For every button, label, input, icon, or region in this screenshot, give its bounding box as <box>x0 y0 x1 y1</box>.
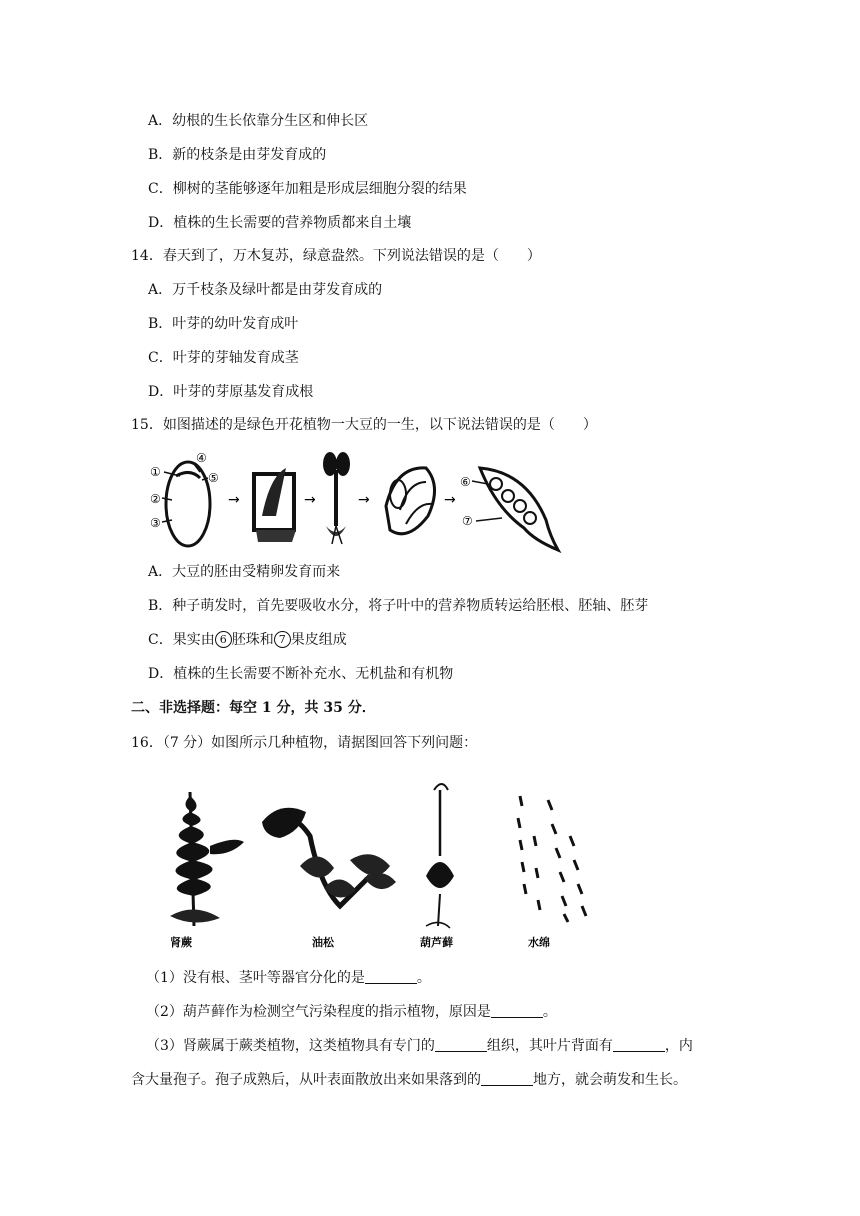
q16-sub2: （2）葫芦藓作为检测空气污染程度的指示植物，原因是 。 <box>146 1004 557 1020</box>
pod-drawing <box>460 468 558 550</box>
q14-option-c: C．叶芽的芽轴发育成茎 <box>148 350 299 366</box>
plant-label-fern: 肾蕨 <box>170 936 192 949</box>
q15-option-c: C．果实由 6 胚珠和 7 果皮组成 <box>148 632 347 648</box>
answer-blank-5 <box>481 1071 533 1086</box>
answer-blank-1 <box>365 969 417 984</box>
q14-option-d: D．叶芽的芽原基发育成根 <box>148 384 314 400</box>
germination-drawing <box>254 468 296 542</box>
q15-option-a: A．大豆的胚由受精卵发育而来 <box>148 564 341 580</box>
q16-sub3: （3）肾蕨属于蕨类植物，这类植物具有专门的 组织，其叶片背面有 ，内 <box>146 1038 693 1054</box>
q15-stem: 15．如图描述的是绿色开花植物一大豆的一生，以下说法错误的是（ ） <box>131 417 597 433</box>
circled-number-6: 6 <box>215 631 232 648</box>
section-2-heading: 二、非选择题：每空 1 分，共 35 分． <box>131 700 376 716</box>
flower-drawing <box>386 468 435 534</box>
fern-drawing <box>170 792 244 949</box>
svg-text:→: → <box>304 492 316 508</box>
svg-text:→: → <box>228 492 240 508</box>
svg-text:→: → <box>358 492 370 508</box>
q16-sub1: （1）没有根、茎叶等器官分化的是 。 <box>146 970 431 986</box>
figure-label-3: ③ <box>150 516 161 530</box>
q15-option-d: D．植株的生长需要不断补充水、无机盐和有机物 <box>148 666 454 682</box>
q13-option-d: D．植株的生长需要的营养物质都来自土壤 <box>148 215 412 231</box>
q14-option-a: A．万千枝条及绿叶都是由芽发育成的 <box>148 282 383 298</box>
figure-label-1: ① <box>150 465 161 479</box>
answer-blank-3 <box>435 1037 487 1052</box>
q13-option-a: A．幼根的生长依靠分生区和伸长区 <box>148 113 369 129</box>
q13-option-c: C．柳树的茎能够逐年加粗是形成层细胞分裂的结果 <box>148 181 467 197</box>
seed-drawing <box>150 451 219 546</box>
spirogyra-drawing <box>518 796 586 949</box>
figure-label-2: ② <box>150 492 161 506</box>
figure-label-7: ⑦ <box>462 514 473 528</box>
answer-blank-2 <box>491 1003 543 1018</box>
q13-option-b: B．新的枝条是由芽发育成的 <box>148 147 327 163</box>
young-plant-drawing <box>323 452 350 544</box>
soybean-lifecycle-figure <box>146 446 576 558</box>
q14-option-b: B．叶芽的幼叶发育成叶 <box>148 316 299 332</box>
plant-label-pine: 油松 <box>312 936 334 949</box>
pine-drawing <box>262 808 396 949</box>
figure-label-6: ⑥ <box>460 475 471 489</box>
svg-text:→: → <box>444 492 456 508</box>
figure-label-4: ④ <box>196 451 207 465</box>
answer-blank-4 <box>613 1037 665 1052</box>
circled-number-7: 7 <box>274 631 291 648</box>
figure-label-5: ⑤ <box>208 471 219 485</box>
q15-option-b: B．种子萌发时，首先要吸收水分，将子叶中的营养物质转运给胚根、胚轴、胚芽 <box>148 598 649 614</box>
q16-sub3-continued: 含大量孢子。孢子成熟后，从叶表面散放出来如果落到的 地方，就会萌发和生长。 <box>131 1072 687 1088</box>
moss-drawing <box>420 784 454 949</box>
q14-stem: 14．春天到了，万木复苏，绿意盎然。下列说法错误的是（ ） <box>131 248 541 264</box>
plant-label-spirogyra: 水绵 <box>528 936 550 949</box>
q16-stem: 16．（7 分）如图所示几种植物，请据图回答下列问题： <box>131 735 478 751</box>
plants-figure <box>150 776 610 954</box>
plant-label-moss: 葫芦藓 <box>420 936 453 949</box>
